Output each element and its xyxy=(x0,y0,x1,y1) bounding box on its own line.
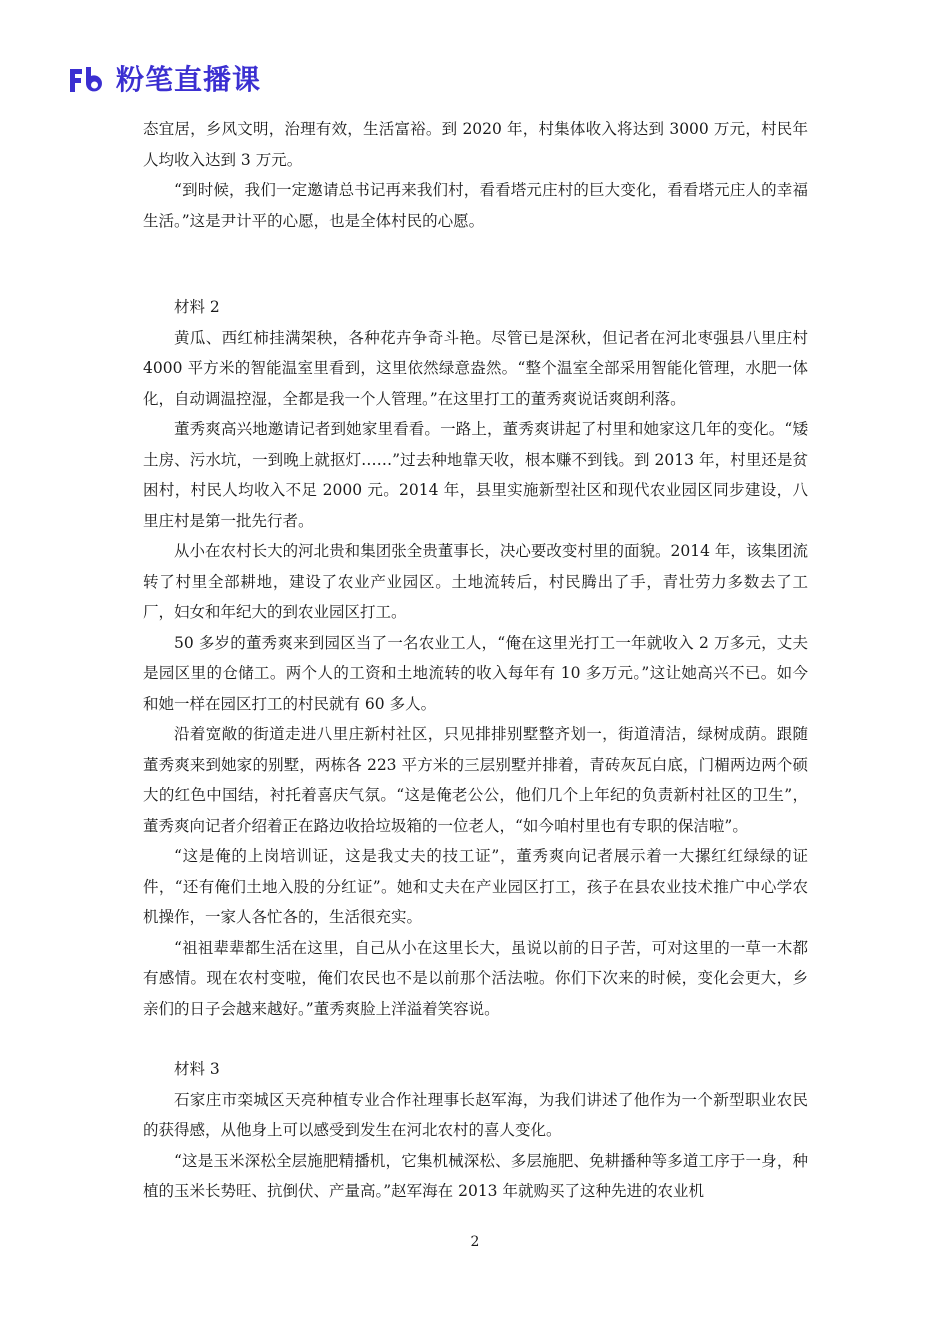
paragraph: “祖祖辈辈都生活在这里，自己从小在这里长大，虽说以前的日子苦，可对这里的一草一木都有感情。现在农村变啦，俺们农民也不是以前那个活法啦。你们下次来的时候，变化会更大，乡亲们的日子会越来越好。”董秀爽脸上洋溢着笑容说。 xyxy=(143,938,808,1018)
paragraph: 沿着宽敞的街道走进八里庄新村社区，只见排排别墅整齐划一，街道清洁，绿树成荫。跟随董秀爽来到她家的别墅，两栋各 223 平方米的三层别墅并排着，青砖灰瓦白底，门楣两边两个硕大的红色中国结，衬托着喜庆气氛。“这是俺老公公，他们几个上年纪的负责新村社区的卫生”，董秀爽向记者介绍着正在路边收拾垃圾箱的一位老人，“如今咱村里也有专职的保洁啦”。 xyxy=(143,725,808,835)
section-spacer xyxy=(143,236,808,292)
paragraph: “这是俺的上岗培训证，这是我丈夫的技工证”，董秀爽向记者展示着一大摞红红绿绿的证件，“还有俺们土地入股的分红证”。她和丈夫在产业园区打工，孩子在县农业技术推广中心学农机操作，一家人各忙各的，生活很充实。 xyxy=(143,847,808,926)
paragraph: 石家庄市栾城区天亮种植专业合作社理事长赵军海，为我们讲述了他作为一个新型职业农民的获得感，从他身上可以感受到发生在河北农村的喜人变化。 xyxy=(143,1090,808,1139)
section-heading-material-3: 材料 3 xyxy=(174,1060,220,1078)
fenbi-logo-icon xyxy=(68,60,110,100)
paragraph: 50 多岁的董秀爽来到园区当了一名农业工人，“俺在这里光打工一年就收入 2 万多元，丈夫是园区里的仓储工。两个人的工资和土地流转的收入每年有 10 多万元。”这让她高兴不已。如今和她一样在园区打工的村民就有 60 多人。 xyxy=(143,633,808,713)
brand-name: 粉笔直播课 xyxy=(116,63,262,96)
paragraph: “到时候，我们一定邀请总书记再来我们村，看看塔元庄村的巨大变化，看看塔元庄人的幸福生活。”这是尹计平的心愿，也是全体村民的心愿。 xyxy=(143,181,808,230)
brand-logo xyxy=(68,60,261,100)
page-number: 2 xyxy=(470,1234,480,1250)
paragraph: 态宜居，乡风文明，治理有效，生活富裕。到 2020 年，村集体收入将达到 3000 万元，村民年人均收入达到 3 万元。 xyxy=(143,120,808,169)
section-heading-material-2: 材料 2 xyxy=(174,298,220,316)
paragraph: 董秀爽高兴地邀请记者到她家里看看。一路上，董秀爽讲起了村里和她家这几年的变化。“矮土房、污水坑，一到晚上就抠灯……”过去种地靠天收，根本赚不到钱。到 2013 年，村里还是贫困村，村民人均收入不足 2000 元。2014 年，县里实施新型社区和现代农业园区同步建设，八里庄村是第一批先行者。 xyxy=(143,420,808,530)
paragraph: 从小在农村长大的河北贵和集团张全贵董事长，决心要改变村里的面貌。2014 年，该集团流转了村里全部耕地，建设了农业产业园区。土地流转后，村民腾出了手，青壮劳力多数去了工厂，妇女和年纪大的到农业园区打工。 xyxy=(143,542,808,621)
paragraph: 黄瓜、西红柿挂满架秧，各种花卉争奇斗艳。尽管已是深秋，但记者在河北枣强县八里庄村 4000 平方米的智能温室里看到，这里依然绿意盎然。“整个温室全部采用智能化管理，水肥一体化，自动调温控湿，全都是我一个人管理。”在这里打工的董秀爽说话爽朗利落。 xyxy=(143,328,808,408)
document-body xyxy=(143,114,808,1207)
paragraph: “这是玉米深松全层施肥精播机，它集机械深松、多层施肥、免耕播种等多道工序于一身，种植的玉米长势旺、抗倒伏、产量高。”赵军海在 2013 年就购买了这种先进的农业机 xyxy=(143,1151,808,1200)
section-spacer xyxy=(143,1024,808,1054)
